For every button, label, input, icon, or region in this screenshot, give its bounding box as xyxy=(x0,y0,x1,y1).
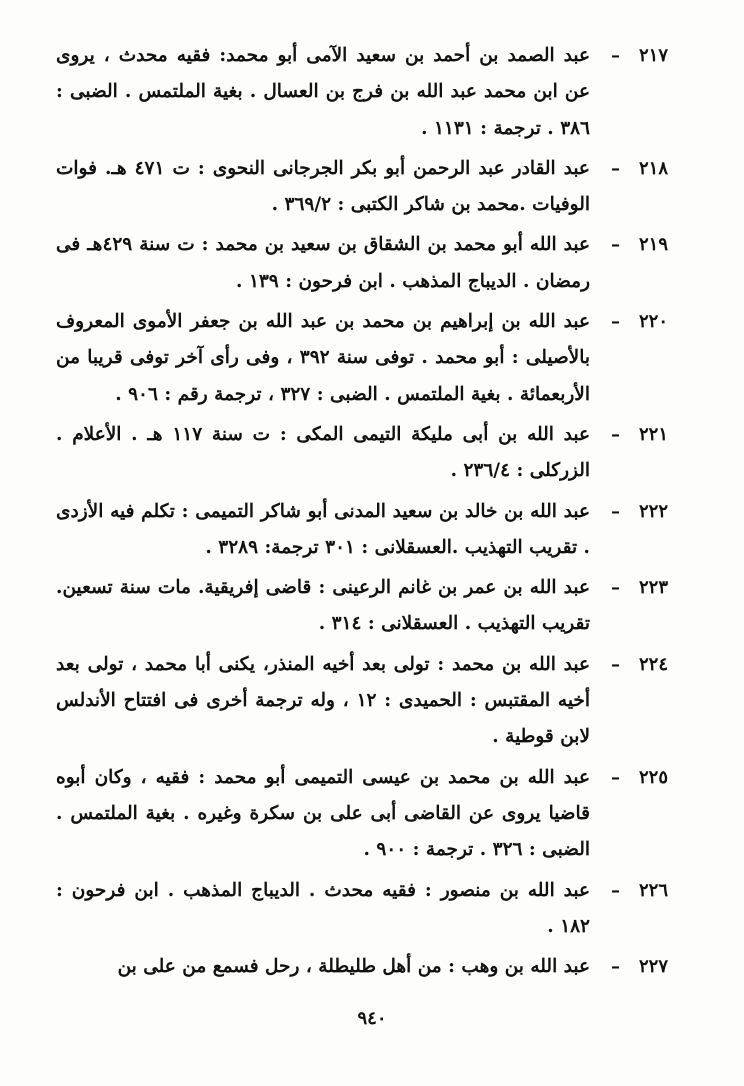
entry-number: ٢٢٠ xyxy=(638,311,668,333)
entry-number: ٢١٧ xyxy=(638,45,668,66)
entry-227 xyxy=(56,949,668,985)
entry-text: عبد الله بن محمد : تولى بعد أخيه المنذر، يكنى أبا محمد ، تولى بعد أخيه المقتبس : الحميدى : ١٢ ، وله ترجمة أخرى فى افتتاح الأندلس لابن قوطية . xyxy=(56,653,590,748)
entry-dash: – xyxy=(611,766,620,788)
entry-text: عبد الله بن أبى مليكة التيمى المكى : ت سنة ١١٧ هـ . الأعلام . الزركلى : ٢٣٦/٤ . xyxy=(56,423,590,482)
entry-dash: – xyxy=(611,879,620,901)
entry-dash: – xyxy=(611,956,620,978)
entry-dash: – xyxy=(611,653,620,675)
entry-217 xyxy=(56,38,668,147)
entry-221 xyxy=(56,417,668,490)
entry-text: عبد الله بن منصور : فقيه محدث . الديباج المذهب . ابن فرحون : ١٨٢ . xyxy=(56,879,590,937)
entry-number: ٢٢٤ xyxy=(638,653,668,675)
entry-number: ٢٢٢ xyxy=(638,500,668,522)
entry-225 xyxy=(56,760,668,869)
entry-text: عبد الله أبو محمد بن الشقاق بن سعيد بن محمد : ت سنة ٤٢٩هـ فى رمضان . الديباج المذهب . ابن فرحون : ١٣٩ . xyxy=(56,234,590,292)
entry-number: ٢٢٥ xyxy=(638,766,668,788)
entry-text: عبد الله بن عمر بن غانم الرعينى : قاضى إفريقية. مات سنة تسعين. تقريب التهذيب . العسقلانى : ٣١٤ . xyxy=(56,577,590,635)
entry-dash: – xyxy=(611,577,620,599)
entry-dash: – xyxy=(611,500,620,522)
entry-dash: – xyxy=(611,423,620,445)
entry-226 xyxy=(56,873,668,946)
entry-224 xyxy=(56,647,668,756)
entry-text: عبد الله بن خالد بن سعيد المدنى أبو شاكر التميمى : تكلم فيه الأزدى . تقريب التهذيب .العسقلانى : ٣٠١ ترجمة: ٣٢٨٩ . xyxy=(56,500,590,558)
entry-text: عبد القادر عبد الرحمن أبو بكر الجرجانى النحوى : ت ٤٧١ هـ. فوات الوفيات .محمد بن شاكر الكتبى : ٣٦٩/٢ . xyxy=(56,157,590,216)
entry-text: عبد الله بن إبراهيم بن محمد بن عبد الله بن جعفر الأموى المعروف بالأصيلى : أبو محمد . توفى سنة ٣٩٢ ، وفى رأى آخر توفى قريبا من الأربعمائة . بغية الملتمس . الضبى : ٣٢٧ ، ترجمة رقم : ٩٠٦ . xyxy=(56,311,590,405)
entry-223 xyxy=(56,570,668,643)
entry-219 xyxy=(56,227,668,300)
entry-text: عبد الصمد بن أحمد بن سعيد الآمى أبو محمد: فقيه محدث ، يروى عن ابن محمد عبد الله بن فرج بن العسال . بغية الملتمس . الضبى : ٣٨٦ . ترجمة : ١١٣١ . xyxy=(56,45,590,139)
entry-text: عبد الله بن محمد بن عيسى التميمى أبو محمد : فقيه ، وكان أبوه قاضيا يروى عن القاضى أبى على بن سكرة وغيره . بغية الملتمس . الضبى : ٣٢٦ . ترجمة : ٩٠٠ . xyxy=(56,766,590,861)
entry-number: ٢٢٧ xyxy=(638,956,668,978)
entry-number: ٢٢١ xyxy=(638,423,668,445)
entry-dash: – xyxy=(611,311,620,333)
entry-dash: – xyxy=(611,234,620,256)
entries-list xyxy=(56,38,668,989)
entry-dash: – xyxy=(611,45,620,66)
entry-number: ٢١٨ xyxy=(638,157,668,179)
entry-220 xyxy=(56,304,668,413)
entry-number: ٢١٩ xyxy=(638,234,668,256)
entry-222 xyxy=(56,494,668,567)
entry-number: ٢٢٦ xyxy=(638,879,668,901)
entry-text: عبد الله بن وهب : من أهل طليطلة ، رحل فسمع من على بن xyxy=(117,956,590,978)
entry-218 xyxy=(56,151,668,224)
entry-number: ٢٢٣ xyxy=(638,577,668,599)
entry-dash: – xyxy=(611,157,620,179)
page-number: ٩٤٠ xyxy=(357,1008,387,1029)
